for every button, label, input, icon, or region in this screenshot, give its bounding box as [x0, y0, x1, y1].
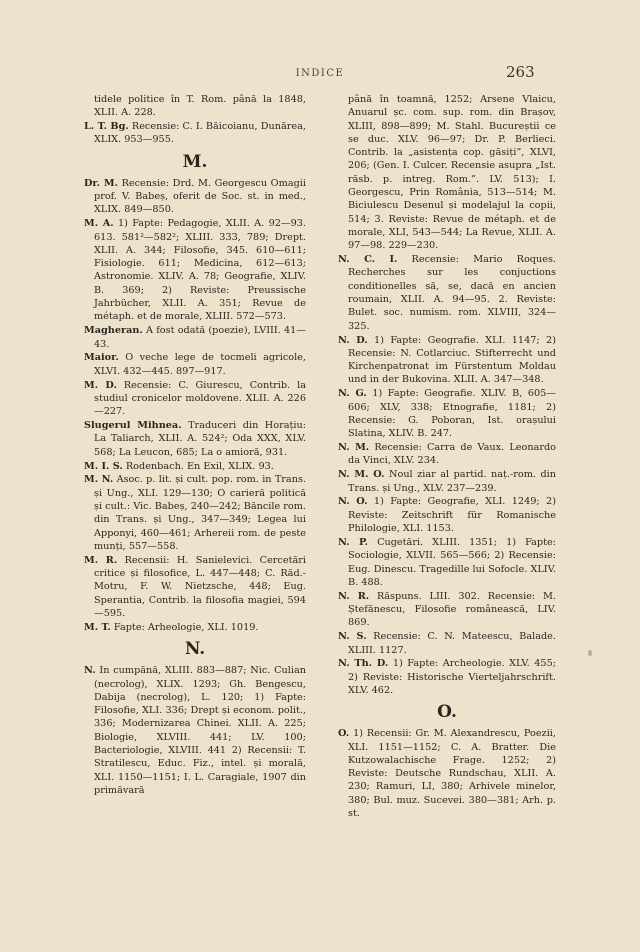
index-entry: L. T. Bg. Recensie: C. I. Băicoianu, Dunărea, XLIX. 953—955. — [84, 121, 306, 146]
index-entry: Magheran. A fost odată (poezie), LVIII. 41—43. — [84, 325, 306, 350]
index-entry: Slugerul Mihnea. Traduceri din Horațiu: La Taliarch, XLII. A. 524²; Oda XXX, XLV. 568; La Leucon, 685; La o amioră, 931. — [84, 420, 306, 458]
index-entry: N. O. 1) Fapte: Geografie, XLI. 1249; 2) Reviste: Zeitschrift für Romanische Philologie, XLI. 1153. — [338, 496, 556, 535]
left-column — [84, 93, 306, 798]
index-entry: M. A. 1) Fapte: Pedagogie, XLII. A. 92—93. 613. 581²—582²; XLIII. 333, 789; Drept. XLII. A. 344; Filosofie, 345. 610—611; Fisiologie. 611; Medicina, 612—613; Astronomie. XLIV. A. 78; Geografie, XLIV. B. 369; 2) Reviste: Preussische Jahrbücher, XLII. A. 351; Revue de métaph. et de morale, XLIII. 572—573. — [84, 218, 306, 323]
page-number: 263 — [506, 63, 535, 81]
index-entry: N. D. 1) Fapte: Geografie. XLI. 1147; 2) Recensie: N. Cotlarciuc. Stifterrecht und Kirchenpatronat im Fürstentum Moldau und in der Bukovina. XLII. A. 347—348. — [338, 334, 556, 386]
index-entry: N. P. Cugetări. XLIII. 1351; 1) Fapte: Sociologie, XLVII. 565—566; 2) Recensie: Eug. Dinescu. Tragedille lui Sofocle. XLIV. B. 488. — [338, 536, 556, 588]
index-entry: N. R. Răspuns. LIII. 302. Recensie: M. Ștefănescu, Filosofie românească, LIV. 869. — [338, 590, 556, 629]
running-header: INDICE — [295, 68, 345, 79]
index-entry: M. D. Recensie: C. Giurescu, Contrib. la studiul cronicelor moldovene. XLII. A. 226—227. — [84, 379, 306, 418]
index-entry: Maior. O veche lege de tocmeli agricole, XLVI. 432—445. 897—917. — [84, 352, 306, 377]
index-entry: M. T. Fapte: Arheologie, XLI. 1019. — [84, 621, 259, 633]
index-entry: până în toamnă, 1252; Arsene Vlaicu, Anuarul șc. com. sup. rom. din Brașov, XLIII, 898—899; M. Stahl. Bucureștii ce se duc. XLV. 96—97; Dr. P. Berlieci. Contrib. la „asistența cop. găsiți”, XLVI, 206; (Gen. I. Culcer. Recensie asupra „Ist. răsb. p. intreg. Rom.”. LV. 513); I. Georgescu, Prin România, 513—514; M. Biciulescu Desenul și modelajul la copii, 514; 3. Reviste: Revue de métaph. et de morale, XLI, 543—544; La Revue, XLII. A. 97—98. 229—230. — [348, 94, 556, 252]
section-heading: O. — [437, 702, 457, 723]
index-entry: N. Th. D. 1) Fapte: Archeologie. XLV. 455; 2) Reviste: Historische Vierteljahrschrift. XLV. 462. — [338, 658, 557, 696]
index-entry: N. In cumpănă, XLIII. 883—887; Nic. Culian (necrolog), XLIX. 1293; Gh. Bengescu, Dabija (necrolog), L. 120; 1) Fapte: Filosofie, XLI. 336; Drept și econom. polit., 336; Modernizarea Chinei. XLII. A. 225; Biologie, XLVIII. 441; LV. 100; Bacteriologie, XLVIII. 441 2) Recensii: T. Stratilescu, Educ. Fiz., intel. și morală, XLI. 1150—1151; I. L. Caragiale, 1907 din primăvară — [84, 665, 306, 796]
paper-spot — [588, 650, 592, 656]
index-entry: N. M. O. Noul ziar al partid. naț.-rom. din Trans. și Ung., XLV. 237—239. — [338, 469, 556, 494]
index-entry: Dr. M. Recensie: Drd. M. Georgescu Omagii prof. V. Babeș, oferit de Soc. st. in med., XLIX. 849—850. — [84, 177, 306, 216]
index-entry: N. M. Recensie: Carra de Vaux. Leonardo da Vinci, XLV. 234. — [338, 442, 557, 467]
right-column — [338, 93, 556, 821]
index-entry: N. G. 1) Fapte: Geografie. XLIV. B, 605—606; XLV, 338; Etnografie, 1181; 2) Recensie: G. Poboran, Ist. orașului Slatina, XLIV. B. 247. — [338, 388, 556, 440]
index-entry: O. 1) Recensii: Gr. M. Alexandrescu, Poezii, XLI. 1151—1152; C. A. Bratter. Die Kutzowalachische Frage. 1252; 2) Reviste: Deutsche Rundschau, XLII. A. 230; Ramuri, LI, 380; Arhivele minelor, 380; Bul. muz. Sucevei. 380—381; Arh. p. st. — [338, 728, 556, 820]
index-entry: N. S. Recensie: C. N. Mateescu, Balade. XLIII. 1127. — [338, 631, 556, 656]
index-entry: N. C. I. Recensie: Mario Roques. Recherches sur les conjuctions conditionelles să, se, dacă en ancien roumain, XLII. A. 94—95. 2. Reviste: Bulet. soc. numism. rom. XLVIII, 324—325. — [338, 254, 557, 332]
index-entry: M. I. S. Rodenbach. En Exil, XLIX. 93. — [84, 460, 274, 472]
section-heading: M. — [182, 151, 208, 172]
index-entry: tidele politice în T. Rom. până la 1848, XLII. A. 228. — [94, 94, 306, 119]
index-entry: M. N. Asoc. p. lit. și cult. pop. rom. in Trans. și Ung., XLI. 129—130; O carieră politică și cult.: Vic. Babeș, 240—242; Băncile rom. din Trans. și Ung., 347—349; Legea lui Apponyi, 460—461; Arhereii rom. de peste munți, 557—558. — [84, 474, 307, 552]
index-entry: M. R. Recensii: H. Sanielevici. Cercetări critice și filosofice, L. 447—448; C. Răd.-Motru, F. W. Nietzsche, 448; Eug. Sperantia, Contrib. la filosofia magiei, 594—595. — [84, 554, 306, 620]
section-heading: N. — [184, 639, 206, 660]
